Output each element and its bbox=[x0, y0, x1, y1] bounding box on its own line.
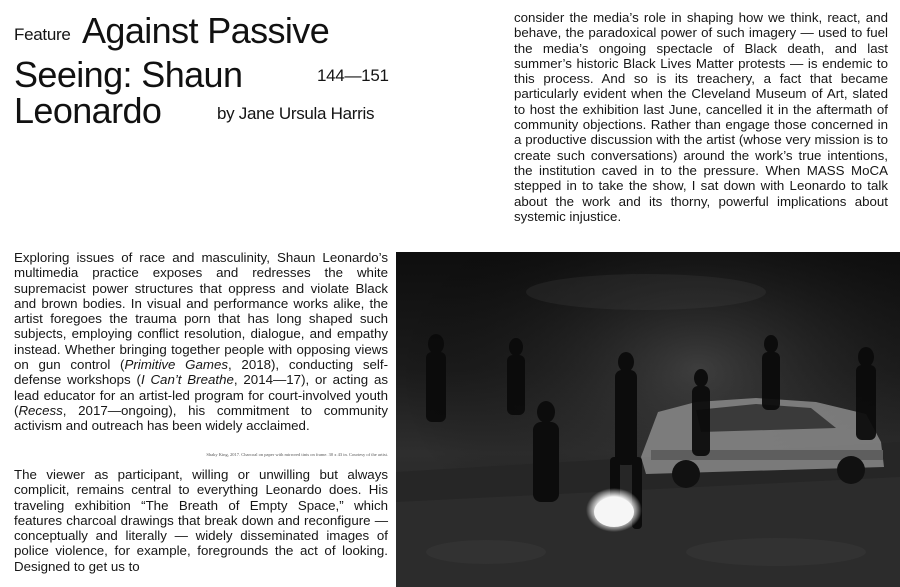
work-title-primitive-games: Primitive Games bbox=[124, 357, 229, 373]
byline: by Jane Ursula Harris bbox=[217, 104, 375, 123]
paragraph-1-text: , 2014—17), or acting as lead educator for an artist-led program for court-involved youth ( bbox=[14, 372, 388, 418]
article-title-line-2: Seeing: Shaun bbox=[14, 54, 243, 95]
article-title-line-3: Leonardo bbox=[14, 90, 162, 131]
article-title-line-1: Against Passive bbox=[82, 10, 330, 51]
paragraph-1-text: , 2018), conducting self-defense workshops ( bbox=[14, 357, 388, 388]
page-range: 144—151 bbox=[317, 66, 389, 85]
body-paragraph-1 bbox=[14, 250, 388, 434]
work-title-i-cant-breathe: I Can’t Breathe bbox=[140, 372, 234, 388]
body-text-right-column: consider the media’s role in shaping how we think, react, and behave, the paradoxical power of such imagery — used to fuel the media’s ongoing spectacle of Black death, and last summer’s historic Black Lives Matter protests — is endemic to this process. And so is its treachery, a fact that became particularly evident when the Cleveland Museum of Art, slated to host the exhibition last June, cancelled it in the aftermath of community objections. Rather than engage those concerned in a productive discussion with the artist (whose very mission is to create such conversations) around the work’s true intentions, the institution caved in to the pressure. When MASS MoCA stepped in to take the show, I sat down with Leonardo to talk about the work and its thorny, powerful implications about systemic injustice. bbox=[514, 10, 888, 224]
paragraph-1-text: , 2017—ongoing), his commitment to community activism and outreach has been widely acclaimed. bbox=[14, 402, 388, 434]
charcoal-drawing bbox=[396, 252, 900, 587]
section-label: Feature bbox=[14, 25, 71, 44]
figure-caption: Shaky King, 2017. Charcoal on paper with mirrored tints on frame. 30 x 43 in. Courtesy of the artist. bbox=[206, 452, 388, 457]
artwork-image bbox=[396, 252, 900, 587]
work-title-recess: Recess bbox=[18, 402, 63, 418]
paragraph-1-text: Exploring issues of race and masculinity, Shaun Leonardo’s multimedia practice exposes and redresses the white supremacist power structures that oppress and violate Black and brown bodies. In visual and performance works alike, the artist foregoes the trauma porn that has long shaped such subjects, employing conflict resolution, dialogue, and empathy instead. Whether bringing together people with opposing views on gun control ( bbox=[14, 250, 388, 373]
body-paragraph-2: The viewer as participant, willing or unwilling but always complicit, remains central to everything Leonardo does. His traveling exhibition “The Breath of Empty Space,” which features charcoal drawings that break down and reconfigure — conceptually and literally — widely disseminated images of police violence, for example, foregrounds the act of looking. Designed to get us to bbox=[14, 467, 388, 574]
